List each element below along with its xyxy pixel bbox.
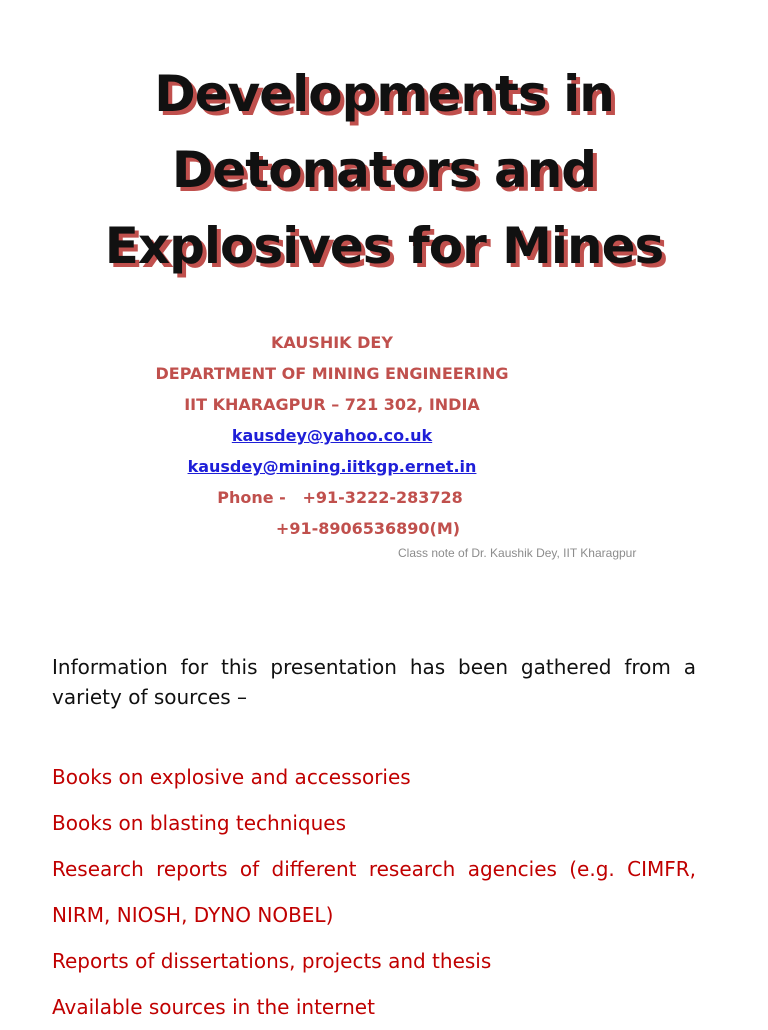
author-block (140, 330, 524, 547)
email-link-iitkgp[interactable]: kausdey@mining.iitkgp.ernet.in (187, 457, 477, 476)
author-phone: Phone - +91-3222-283728 (217, 488, 463, 507)
list-item: Books on blasting techniques (52, 811, 347, 835)
list-item: Reports of dissertations, projects and thesis (52, 949, 492, 973)
list-item: Research reports of different research agencies (e.g. CIMFR, NIRM, NIOSH, DYNO NOBEL) (52, 857, 696, 927)
title-line-3: Explosives for Mines (104, 217, 664, 275)
sources-list (52, 754, 696, 1030)
list-item: Available sources in the internet (52, 995, 375, 1019)
author-name: KAUSHIK DEY (271, 333, 393, 352)
author-department: DEPARTMENT OF MINING ENGINEERING (155, 364, 509, 383)
author-institute: IIT KHARAGPUR – 721 302, INDIA (184, 395, 480, 414)
title-line-2: Detonators and (171, 141, 597, 199)
list-item: Books on explosive and accessories (52, 765, 411, 789)
page-title (0, 56, 768, 284)
class-note: Class note of Dr. Kaushik Dey, IIT Kharagpur (398, 546, 637, 560)
email-link-yahoo[interactable]: kausdey@yahoo.co.uk (231, 426, 433, 445)
title-line-1: Developments in (154, 65, 614, 123)
intro-paragraph: Information for this presentation has been gathered from a variety of sources – (52, 655, 696, 709)
author-mobile: +91-8906536890(M) (275, 519, 461, 538)
